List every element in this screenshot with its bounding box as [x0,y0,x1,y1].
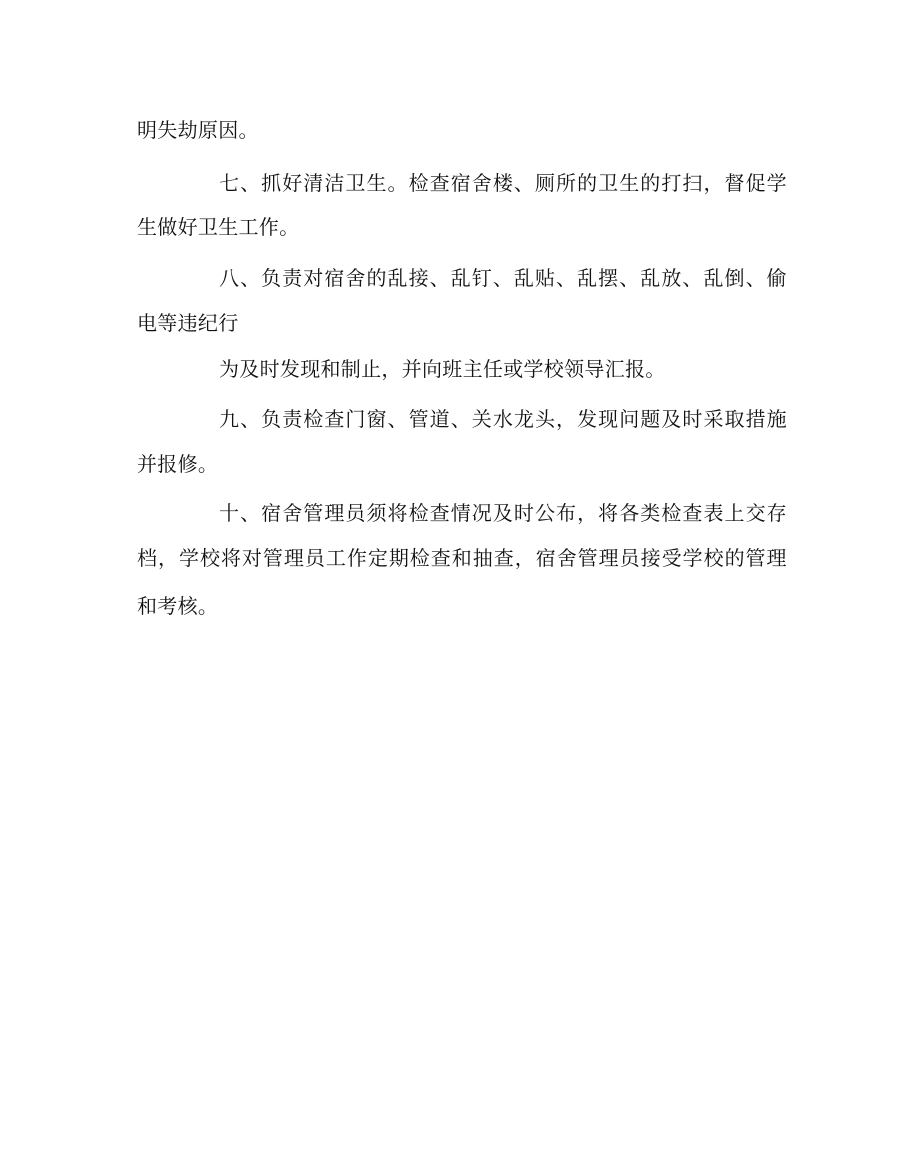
text-char: 存 [766,501,787,525]
text-char: ， [703,171,724,195]
text-char: 管 [745,546,766,570]
text-char: 校 [703,546,724,570]
text-char: 摆 [598,266,619,290]
text-char: 查 [493,546,515,570]
text-char: 、 [745,266,766,290]
text-char: 水 [492,407,514,431]
text-char: 关 [471,407,493,431]
text-char: 及 [492,501,514,525]
text-char: 道 [429,407,450,431]
paragraph-10-line-1 [219,501,787,525]
text-char: 接 [640,546,661,570]
text-char: 施 [766,407,787,431]
text-char: 查 [682,501,703,525]
text-char: 时 [682,407,703,431]
text-char: 头 [534,407,556,431]
text-char: 的 [724,546,745,570]
paragraph-7-line-2: 生做好卫生工作。 [137,215,300,239]
text-char: 时 [513,501,535,525]
text-char: 的 [577,171,598,195]
text-char: 卫 [598,171,619,195]
paragraph-9-line-2: 并报修。 [137,452,219,476]
text-char: 督 [724,171,745,195]
text-char: 门 [345,407,366,431]
text-char: 和 [451,546,473,570]
text-char: 生 [366,171,387,195]
text-char: 学 [178,546,200,570]
text-char: 打 [661,171,682,195]
paragraph-8-line-2: 电等违纪行 [137,311,239,335]
paragraph-9-line-1 [219,407,787,431]
text-char: 将 [220,546,242,570]
text-char: 措 [745,407,766,431]
text-char: 表 [703,501,724,525]
text-char: 理 [766,546,787,570]
text-char: 舍 [471,171,493,195]
text-char: ， [577,501,598,525]
text-char: 理 [598,546,619,570]
text-char: 、 [556,266,577,290]
text-char: 查 [429,171,450,195]
text-char: 校 [199,546,221,570]
text-char: 。 [387,171,408,195]
text-char: 情 [450,501,471,525]
text-char: 十 [219,501,240,525]
text-char: 乱 [450,266,471,290]
text-char: 清 [303,171,324,195]
text-char: 检 [409,546,431,570]
text-char: 对 [241,546,263,570]
paragraph-10-line-3: 和考核。 [137,594,219,618]
text-char: 况 [471,501,493,525]
text-char: 舍 [345,266,366,290]
text-char: 布 [556,501,577,525]
text-char: 工 [325,546,347,570]
text-char: 舍 [282,501,303,525]
text-char: 龙 [513,407,535,431]
text-char: 、 [513,171,535,195]
text-char: 学 [682,546,703,570]
text-char: 偷 [766,266,787,290]
text-char: 好 [282,171,303,195]
text-char: 责 [282,266,303,290]
text-char: 档 [137,546,158,570]
text-char: 检 [661,501,682,525]
text-char: 类 [640,501,661,525]
text-char: 负 [261,407,282,431]
text-char: 抓 [261,171,282,195]
text-char: 乱 [577,266,598,290]
text-char: 采 [703,407,724,431]
text-char: 定 [367,546,389,570]
paragraph-7-line-1 [219,171,787,195]
text-char: 所 [556,171,577,195]
text-char: 生 [619,171,640,195]
text-line: 明失劫原因。 [137,118,259,142]
text-char: 检 [408,171,429,195]
text-char: 题 [640,407,661,431]
text-char: 现 [598,407,619,431]
text-char: 理 [324,501,345,525]
text-char: ， [157,546,179,570]
text-char: 问 [619,407,640,431]
text-char: 放 [661,266,682,290]
text-char: 宿 [324,266,345,290]
text-char: 的 [640,171,661,195]
text-char: 员 [345,501,366,525]
text-char: 各 [619,501,640,525]
text-char: 舍 [556,546,577,570]
text-char: 作 [346,546,368,570]
text-char: 倒 [724,266,745,290]
text-char: 取 [724,407,745,431]
text-char: 、 [240,266,261,290]
text-char: 、 [240,501,261,525]
text-char: 受 [661,546,682,570]
text-char: ， [556,407,577,431]
text-char: 将 [598,501,619,525]
text-char: 、 [450,407,471,431]
text-char: 员 [304,546,326,570]
text-char: 卫 [345,171,366,195]
text-char: 、 [240,407,261,431]
text-char: 检 [303,407,324,431]
text-char: 、 [682,266,703,290]
text-char: 学 [766,171,787,195]
text-char: 厕 [534,171,556,195]
text-char: 员 [619,546,640,570]
text-char: 宿 [261,501,282,525]
text-char: ， [514,546,536,570]
paragraph-8-continuation: 为及时发现和制止，并向班主任或学校领导汇报。 [219,357,666,381]
text-char: 、 [240,171,261,195]
text-char: 抽 [472,546,494,570]
text-char: 钉 [471,266,493,290]
text-char: 公 [534,501,556,525]
text-char: 、 [619,266,640,290]
text-char: 检 [408,501,429,525]
text-char: 七 [219,171,240,195]
text-char: 须 [366,501,387,525]
paragraph-8-line-1 [219,266,787,290]
text-char: 洁 [324,171,345,195]
text-char: 乱 [387,266,408,290]
text-char: 负 [261,266,282,290]
text-char: 及 [661,407,682,431]
text-char: 、 [429,266,450,290]
text-char: 九 [219,407,240,431]
text-char: 交 [745,501,766,525]
text-char: 、 [387,407,408,431]
text-char: 管 [408,407,429,431]
text-char: 期 [388,546,410,570]
text-char: 的 [366,266,387,290]
text-char: 对 [303,266,324,290]
text-char: 宿 [535,546,557,570]
text-char: 促 [745,171,766,195]
text-char: 乱 [513,266,535,290]
text-char: 查 [429,501,450,525]
text-char: 八 [219,266,240,290]
paragraph-10-line-2 [137,546,787,570]
text-char: 乱 [640,266,661,290]
text-char: 、 [492,266,514,290]
text-char: 乱 [703,266,724,290]
text-char: 上 [724,501,745,525]
text-char: 贴 [534,266,556,290]
text-char: 管 [262,546,284,570]
text-char: 窗 [366,407,387,431]
text-char: 查 [324,407,345,431]
text-char: 接 [408,266,429,290]
text-char: 责 [282,407,303,431]
text-char: 宿 [450,171,471,195]
text-char: 理 [283,546,305,570]
text-char: 查 [430,546,452,570]
text-char: 扫 [682,171,703,195]
text-char: 管 [303,501,324,525]
text-char: 发 [577,407,598,431]
text-char: 楼 [492,171,514,195]
text-char: 将 [387,501,408,525]
text-char: 管 [577,546,598,570]
